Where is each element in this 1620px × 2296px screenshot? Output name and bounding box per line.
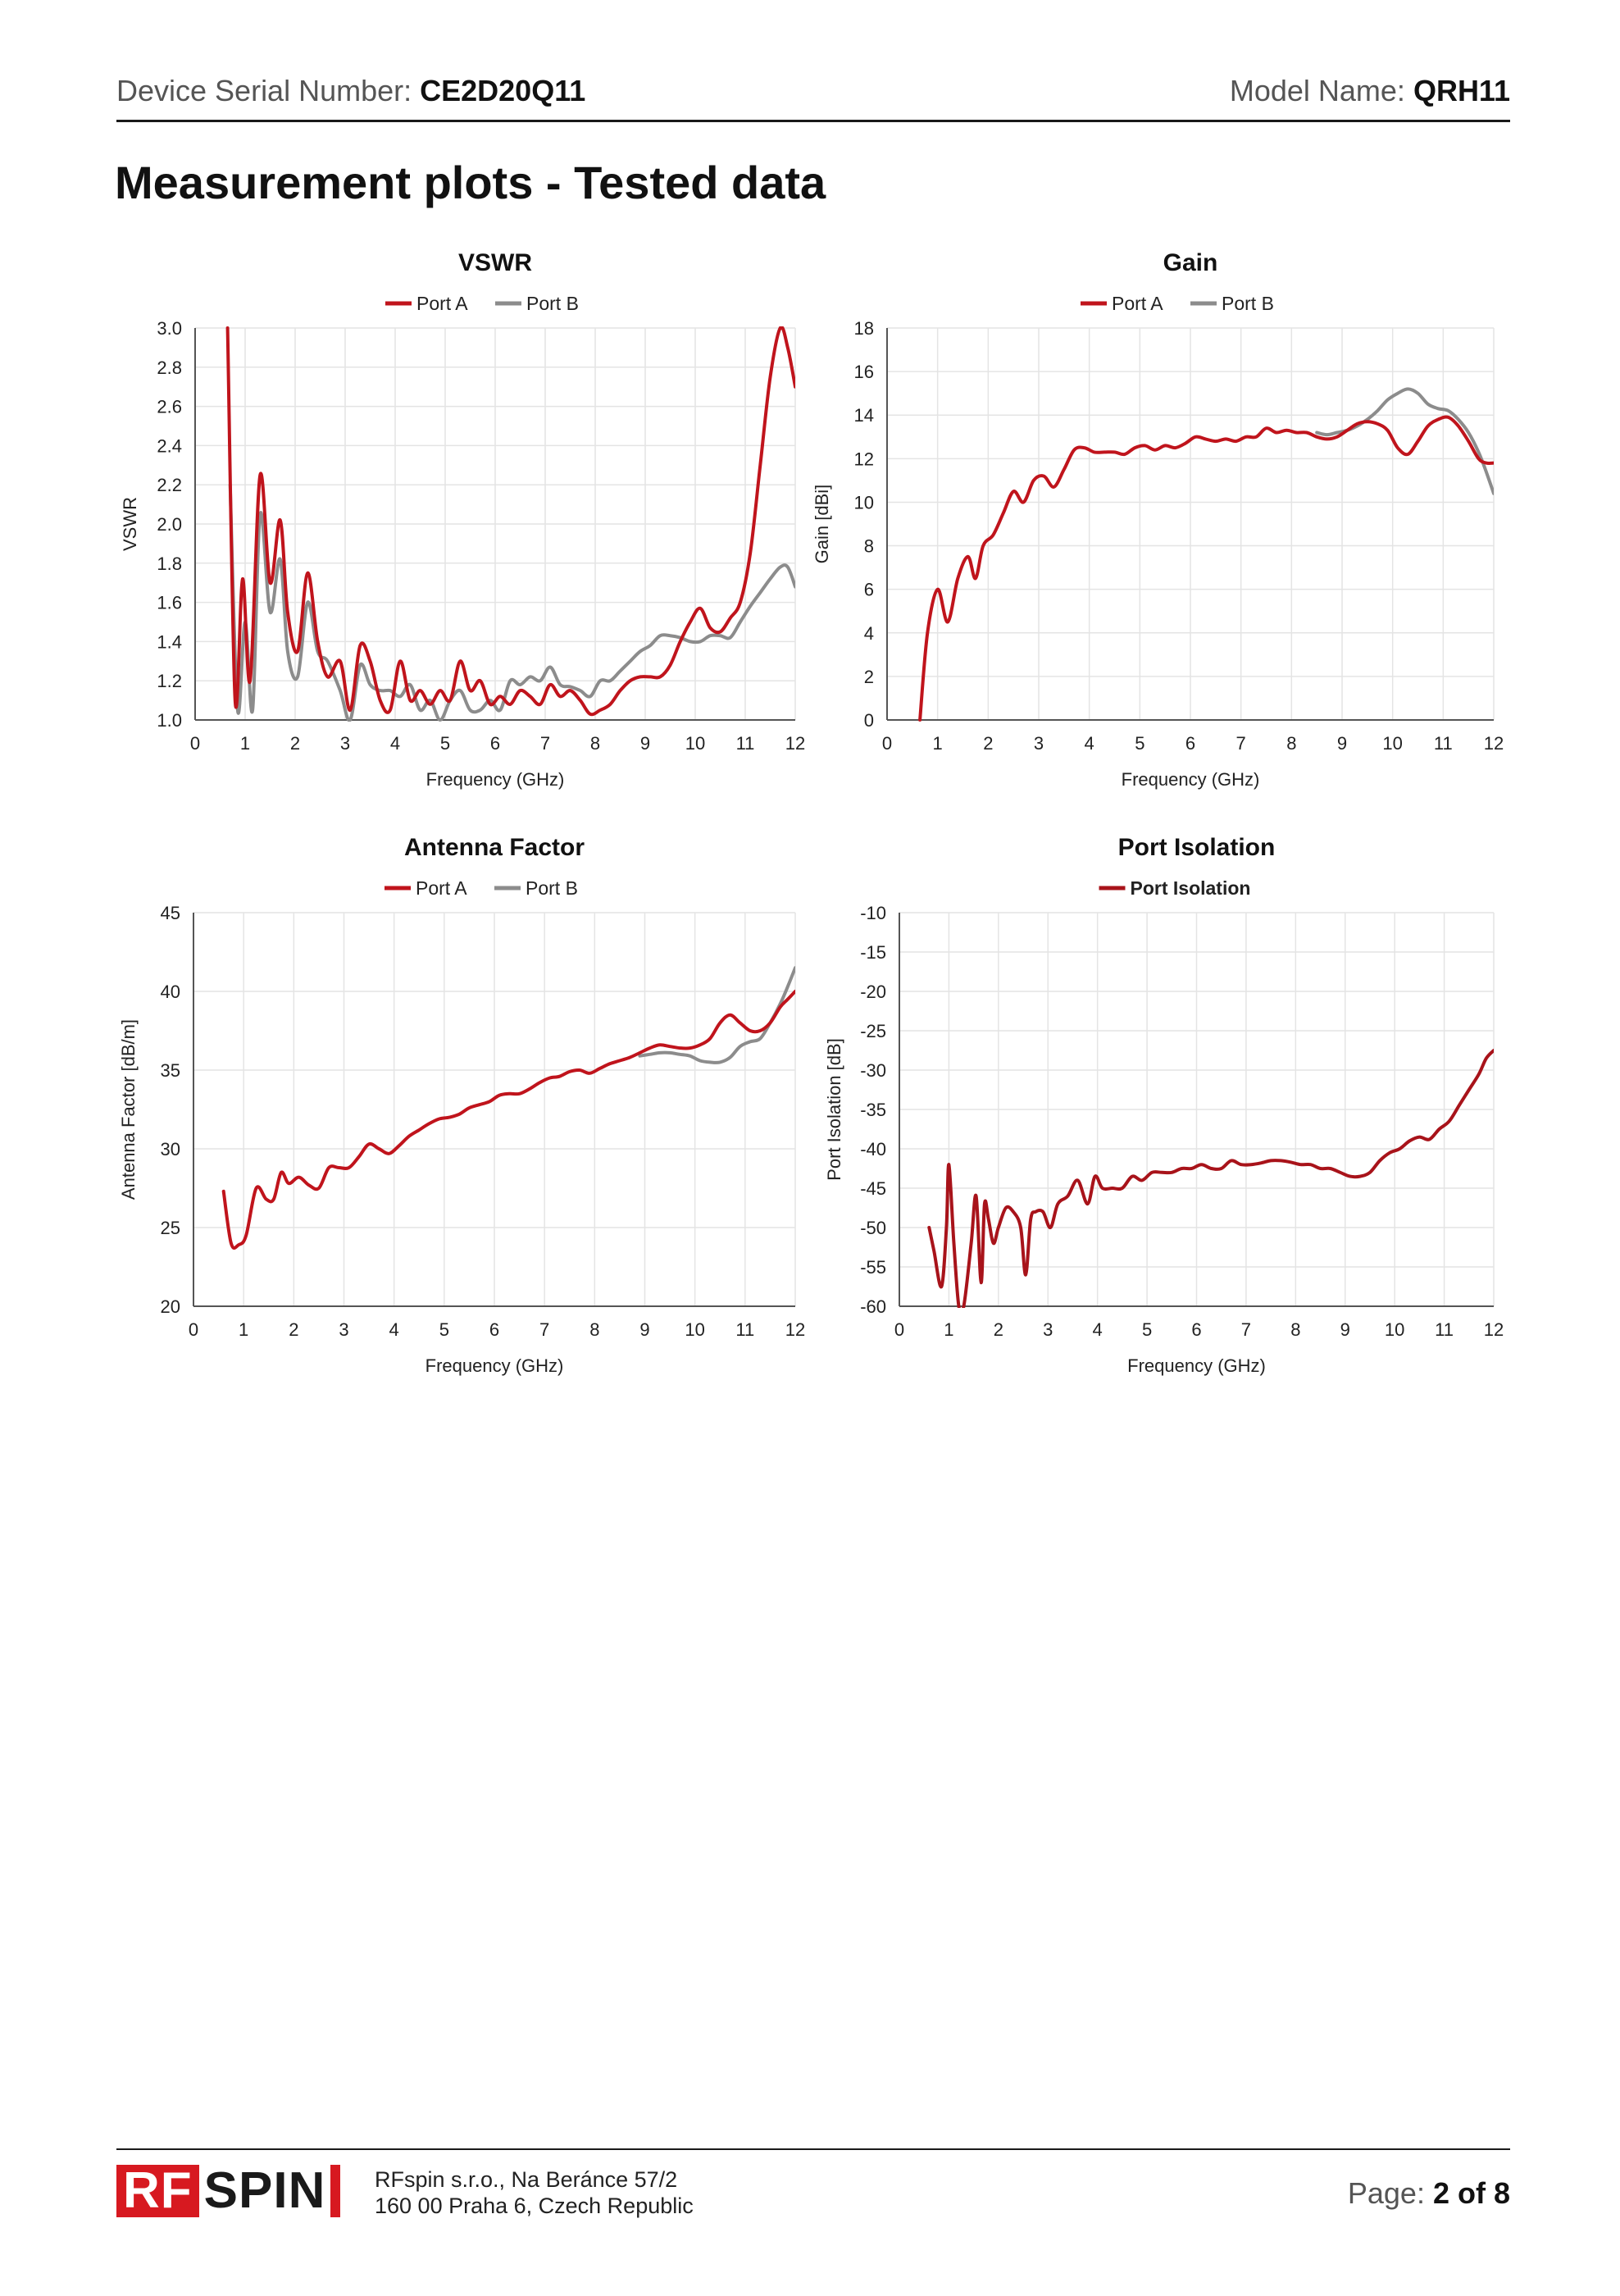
- series-line-port-a: [224, 991, 795, 1248]
- x-tick-label: 1: [944, 1319, 954, 1340]
- x-axis-label: Frequency (GHz): [1121, 769, 1260, 790]
- page-header: [116, 74, 1510, 115]
- y-tick-label: 0: [863, 710, 874, 731]
- x-tick-label: 0: [881, 733, 893, 754]
- legend-item-port-a: [385, 877, 467, 899]
- y-tick-label: -15: [860, 942, 886, 963]
- y-tick-label: -60: [860, 1296, 886, 1317]
- page-title: Measurement plots - Tested data: [115, 157, 826, 208]
- rfspin-logo: [116, 2162, 340, 2219]
- y-tick-label: 2.8: [157, 357, 182, 378]
- x-tick-label: 12: [1483, 733, 1504, 754]
- x-tick-label: 11: [735, 733, 755, 754]
- y-tick-label: 8: [863, 535, 874, 557]
- y-axis-label: Antenna Factor [dB/m]: [118, 1018, 139, 1200]
- y-tick-label: 10: [853, 492, 874, 513]
- y-tick-label: 14: [853, 405, 874, 426]
- x-tick-label: 10: [685, 1319, 705, 1340]
- y-tick-label: 1.4: [157, 631, 182, 653]
- serial-number: [116, 74, 585, 108]
- header-divider: [116, 120, 1510, 122]
- y-tick-label: 12: [853, 449, 874, 470]
- x-tick-label: 7: [1235, 733, 1246, 754]
- x-tick-label: 6: [489, 733, 501, 754]
- plot-area: [929, 1050, 1494, 1314]
- y-tick-label: 25: [160, 1218, 180, 1238]
- x-tick-label: 11: [735, 1319, 755, 1340]
- legend-item-port-isolation: [1099, 877, 1251, 899]
- x-tick-label: 11: [1433, 733, 1453, 754]
- x-tick-label: 12: [785, 733, 806, 754]
- x-tick-label: 9: [639, 1319, 650, 1340]
- y-tick-label: -10: [860, 903, 886, 923]
- legend-label: Port A: [1112, 293, 1163, 314]
- x-tick-label: 1: [239, 733, 251, 754]
- x-tick-label: 8: [589, 733, 601, 754]
- x-tick-label: 10: [1382, 733, 1403, 754]
- plot-area: [224, 968, 795, 1248]
- y-tick-label: -40: [860, 1139, 886, 1159]
- legend-item-port-b: [1190, 293, 1274, 314]
- legend-item-port-a: [1081, 293, 1163, 314]
- logo-bar: [330, 2165, 340, 2217]
- model-label: Model Name:: [1229, 74, 1413, 107]
- x-tick-label: 5: [1141, 1319, 1153, 1340]
- y-tick-label: 40: [160, 982, 180, 1002]
- x-tick-label: 10: [1384, 1319, 1405, 1340]
- y-tick-label: -50: [860, 1218, 886, 1238]
- x-tick-label: 4: [389, 733, 401, 754]
- y-tick-label: -30: [860, 1060, 886, 1081]
- series-line-port-a: [228, 327, 795, 714]
- chart-vswr: [0, 246, 820, 804]
- y-tick-label: 6: [863, 579, 874, 600]
- y-tick-label: 2: [863, 666, 874, 687]
- x-tick-label: 11: [1435, 1319, 1454, 1340]
- legend-label: Port B: [526, 877, 578, 899]
- chart-gain: [812, 246, 1620, 804]
- x-tick-label: 7: [539, 733, 551, 754]
- x-tick-label: 7: [1240, 1319, 1252, 1340]
- x-tick-label: 1: [932, 733, 943, 754]
- x-tick-label: 6: [489, 1319, 500, 1340]
- x-tick-label: 5: [439, 733, 451, 754]
- chart-port-isolation: [812, 828, 1620, 1394]
- series-line-port-b: [639, 968, 795, 1063]
- x-tick-label: 6: [1185, 733, 1196, 754]
- serial-value: CE2D20Q11: [420, 74, 586, 107]
- y-tick-label: 18: [853, 318, 874, 339]
- x-axis-label: Frequency (GHz): [425, 1355, 564, 1376]
- x-tick-label: 2: [993, 1319, 1003, 1340]
- address-line-2: 160 00 Praha 6, Czech Republic: [375, 2194, 694, 2218]
- x-tick-label: 4: [1092, 1319, 1103, 1340]
- logo-spin: SPIN: [203, 2162, 326, 2219]
- y-tick-label: 20: [160, 1296, 180, 1317]
- x-tick-label: 5: [439, 1319, 449, 1340]
- x-tick-label: 3: [1043, 1319, 1053, 1340]
- x-tick-label: 5: [1135, 733, 1145, 754]
- chart-title: Gain: [1163, 249, 1218, 276]
- x-tick-label: 0: [189, 733, 201, 754]
- y-tick-label: 1.2: [157, 671, 182, 692]
- page-label: Page:: [1347, 2176, 1433, 2210]
- x-axis-label: Frequency (GHz): [425, 769, 565, 790]
- x-tick-label: 1: [239, 1319, 249, 1340]
- y-tick-label: 2.6: [157, 396, 182, 417]
- y-tick-label: -45: [860, 1178, 886, 1199]
- address-line-1: RFspin s.r.o., Na Beránce 57/2: [375, 2167, 678, 2192]
- company-address: [375, 2166, 694, 2219]
- x-axis-label: Frequency (GHz): [1127, 1355, 1266, 1376]
- x-tick-label: 12: [1483, 1319, 1504, 1340]
- x-tick-label: 6: [1191, 1319, 1202, 1340]
- chart-antenna-factor: [0, 828, 820, 1394]
- x-tick-label: 9: [1340, 1319, 1350, 1340]
- x-tick-label: 0: [188, 1319, 199, 1340]
- legend-item-port-a: [385, 293, 468, 314]
- x-tick-label: 0: [894, 1319, 905, 1340]
- chart-title: Antenna Factor: [403, 834, 585, 861]
- series-line-port-a: [920, 417, 1494, 720]
- y-tick-label: 1.8: [157, 553, 182, 574]
- page-number: [1348, 2176, 1510, 2211]
- x-tick-label: 2: [289, 1319, 299, 1340]
- x-tick-label: 9: [639, 733, 651, 754]
- x-tick-label: 4: [389, 1319, 399, 1340]
- y-tick-label: 3.0: [157, 318, 182, 339]
- x-tick-label: 12: [785, 1319, 806, 1340]
- y-tick-label: 1.6: [157, 592, 182, 613]
- x-tick-label: 8: [1290, 1319, 1301, 1340]
- legend-label: Port A: [416, 877, 467, 899]
- y-tick-label: 4: [863, 622, 874, 644]
- logo-rf: RF: [116, 2165, 199, 2217]
- page-footer: [116, 2162, 1510, 2230]
- plot-area: [920, 389, 1494, 720]
- page-value: 2 of 8: [1432, 2176, 1510, 2210]
- legend-item-port-b: [495, 293, 579, 314]
- chart-title: VSWR: [458, 249, 532, 276]
- x-tick-label: 2: [983, 733, 994, 754]
- y-tick-label: -20: [860, 982, 886, 1002]
- x-tick-label: 4: [1084, 733, 1094, 754]
- footer-divider: [116, 2148, 1510, 2150]
- series-line-port-isolation: [929, 1050, 1494, 1314]
- y-tick-label: 1.0: [157, 710, 182, 731]
- y-tick-label: 45: [160, 903, 180, 923]
- x-tick-label: 3: [1033, 733, 1044, 754]
- model-value: QRH11: [1413, 74, 1510, 107]
- x-tick-label: 8: [589, 1319, 600, 1340]
- y-tick-label: 16: [853, 362, 874, 383]
- x-tick-label: 2: [289, 733, 301, 754]
- x-tick-label: 10: [685, 733, 706, 754]
- y-tick-label: 2.2: [157, 475, 182, 496]
- chart-title: Port Isolation: [1117, 834, 1276, 861]
- y-tick-label: 35: [160, 1060, 180, 1081]
- model-name: [1230, 74, 1510, 108]
- x-tick-label: 7: [539, 1319, 550, 1340]
- y-axis-label: Gain [dBi]: [812, 484, 832, 564]
- legend-label: Port B: [1222, 293, 1274, 314]
- y-axis-label: Port Isolation [dB]: [824, 1038, 844, 1181]
- legend-item-port-b: [494, 877, 578, 899]
- x-tick-label: 8: [1286, 733, 1297, 754]
- y-axis-label: VSWR: [120, 497, 140, 551]
- y-tick-label: -55: [860, 1257, 886, 1278]
- y-tick-label: 2.4: [157, 435, 182, 457]
- serial-label: Device Serial Number:: [116, 74, 421, 107]
- y-tick-label: -35: [860, 1100, 886, 1120]
- legend-label: Port B: [526, 293, 579, 314]
- x-tick-label: 9: [1336, 733, 1348, 754]
- y-tick-label: -25: [860, 1021, 886, 1041]
- x-tick-label: 3: [339, 733, 351, 754]
- y-tick-label: 30: [160, 1139, 180, 1159]
- y-tick-label: 2.0: [157, 514, 182, 535]
- x-tick-label: 3: [339, 1319, 349, 1340]
- legend-label: Port Isolation: [1130, 877, 1251, 899]
- legend-label: Port A: [416, 293, 468, 314]
